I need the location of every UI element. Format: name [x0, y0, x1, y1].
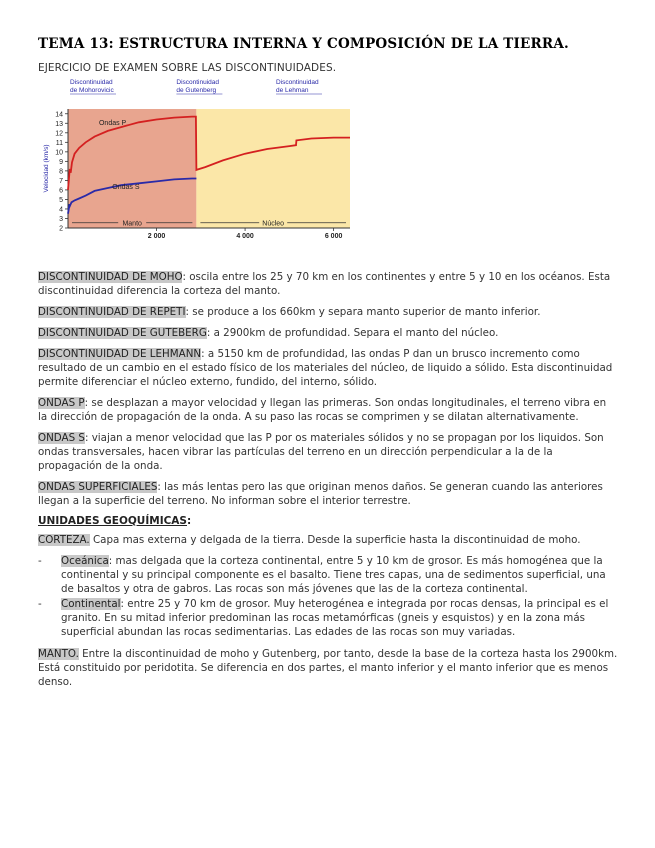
- y-tick-label: 8: [59, 168, 63, 176]
- definition-text: : a 5150 km de profundidad, las ondas P dan un brusco incremento como resultado de un cambio en el estado físico de los materiales del núcleo, de liquido a sólido. Esta discontinuidad permite diferenciar el núcleo externo, fundido, del interno, sólido.: [38, 348, 613, 388]
- seismic-velocity-chart: [38, 76, 358, 256]
- definition-paragraph: [38, 326, 618, 340]
- discontinuity-label: de Mohorovicic: [70, 87, 114, 94]
- definition-text: : oscila entre los 25 y 70 km en los continentes y entre 5 y 10 en los océanos. Esta discontinuidad diferencia la corteza del manto.: [38, 271, 611, 297]
- dash-bullet: -: [38, 555, 42, 567]
- definition-term: DISCONTINUIDAD DE GUTEBERG: [38, 327, 207, 339]
- y-tick-label: 9: [59, 158, 63, 166]
- y-tick-label: 4: [59, 206, 63, 214]
- mantle-label: Manto: [122, 220, 142, 228]
- discontinuity-label: Discontinuidad: [176, 79, 220, 86]
- list-item-text: : mas delgada que la corteza continental, entre 5 y 10 km de grosor. Es más homogénea que la continental y su principal componente es el basalto. Tiene tres capas, una de sedimentos superficial, una de basaltos y otra de gabros. Las rocas son más jóvenes que las de la corteza continental.: [61, 555, 606, 595]
- definition-paragraph: [38, 347, 618, 389]
- core-label: Núcleo: [262, 220, 285, 228]
- definition-paragraph: [38, 431, 618, 473]
- x-tick-label: 2 000: [147, 233, 166, 240]
- definition-text: : se produce a los 660km y separa manto superior de manto inferior.: [185, 306, 541, 318]
- series-label-ondas-p: Ondas P: [98, 120, 127, 128]
- y-tick-label: 11: [55, 139, 63, 147]
- manto-text: Entre la discontinuidad de moho y Gutenberg, por tanto, desde la base de la corteza hasta los 2900km. Está constituido por peridotita. Se diferencia en dos partes, el manto inferior y el manto inferior que es menos denso.: [38, 648, 618, 688]
- corteza-term: CORTEZA.: [38, 534, 90, 546]
- definition-term: ONDAS SUPERFICIALES: [38, 481, 158, 493]
- list-item-term: Continental: [61, 598, 121, 610]
- exercise-subtitle: EJERCICIO DE EXAMEN SOBRE LAS DISCONTINUIDADES.: [38, 62, 337, 74]
- mantle-region: [68, 109, 196, 228]
- core-region: [196, 109, 350, 228]
- discontinuity-label: de Gutenberg: [176, 87, 217, 94]
- manto-paragraph: [38, 647, 618, 689]
- definition-text: : las más lentas pero las que originan menos daños. Se generan cuando las anteriores llegan a la superficie del terreno. No informan sobre el interior terrestre.: [38, 481, 603, 507]
- definition-term: DISCONTINUIDAD DE REPETI: [38, 306, 186, 318]
- y-tick-label: 12: [55, 130, 63, 138]
- discontinuity-label: Discontinuidad: [70, 79, 113, 86]
- x-tick-label: 4 000: [236, 233, 254, 240]
- discontinuity-label: de Lehman: [275, 87, 309, 94]
- y-tick-label: 10: [55, 149, 63, 157]
- definition-paragraph: [38, 305, 618, 319]
- corteza-text: Capa mas externa y delgada de la tierra. Desde la superficie hasta la discontinuidad de moho.: [89, 534, 581, 546]
- discontinuities-text: [38, 270, 618, 508]
- definition-term: DISCONTINUIDAD DE LEHMANN: [38, 348, 202, 360]
- y-tick-label: 14: [55, 111, 63, 119]
- definition-term: ONDAS P: [38, 397, 85, 409]
- definition-term: DISCONTINUIDAD DE MOHO: [38, 271, 183, 283]
- corteza-paragraph: [38, 533, 618, 547]
- list-item-text: : entre 25 y 70 km de grosor. Muy heterogénea e integrada por rocas densas, la principal es el granito. En su mitad inferior predominan las rocas metamórficas (gneis y esquistos) y en la zona más superficial abundan las rocas sedimentarias. Las edades de las rocas son muy variadas.: [61, 598, 609, 638]
- chart-svg: [38, 76, 358, 256]
- list-item: [38, 554, 618, 596]
- series-label-ondas-s: Ondas S: [112, 183, 140, 191]
- definition-paragraph: [38, 480, 618, 508]
- y-tick-label: 7: [59, 177, 63, 185]
- definition-term: ONDAS S: [38, 432, 85, 444]
- definition-paragraph: [38, 396, 618, 424]
- list-item-term: Oceánica: [61, 555, 109, 567]
- definition-text: : se desplazan a mayor velocidad y llegan las primeras. Son ondas longitudinales, el terreno vibra en la dirección de propagación de la onda. A su paso las rocas se comprimen y se dilatan alternativamente.: [38, 397, 607, 423]
- x-tick-label: 6 000: [324, 233, 343, 240]
- y-tick-label: 3: [59, 215, 63, 223]
- y-tick-label: 6: [59, 187, 63, 195]
- definition-paragraph: [38, 270, 618, 298]
- list-item: [38, 597, 618, 639]
- units-heading: UNIDADES GEOQUÍMICAS:: [38, 515, 192, 527]
- page-title: TEMA 13: ESTRUCTURA INTERNA Y COMPOSICIÓN DE LA TIERRA.: [38, 36, 569, 52]
- y-tick-label: 2: [59, 225, 63, 233]
- manto-term: MANTO.: [38, 648, 79, 660]
- document-page: [38, 36, 618, 696]
- dash-bullet: -: [38, 598, 42, 610]
- y-axis-label: Velocidad (km/s): [43, 144, 50, 193]
- definition-text: : a 2900km de profundidad. Separa el manto del núcleo.: [206, 327, 499, 339]
- corteza-list: [38, 554, 618, 639]
- discontinuity-label: Discontinuidad: [275, 79, 319, 86]
- y-tick-label: 13: [55, 120, 63, 128]
- definition-text: : viajan a menor velocidad que las P por os materiales sólidos y no se propagan por los liquidos. Son ondas transversales, hacen vibrar las partículas del terreno en un dirección perpendicular a la de la propagación de la onda.: [38, 432, 604, 472]
- y-tick-label: 5: [59, 196, 63, 204]
